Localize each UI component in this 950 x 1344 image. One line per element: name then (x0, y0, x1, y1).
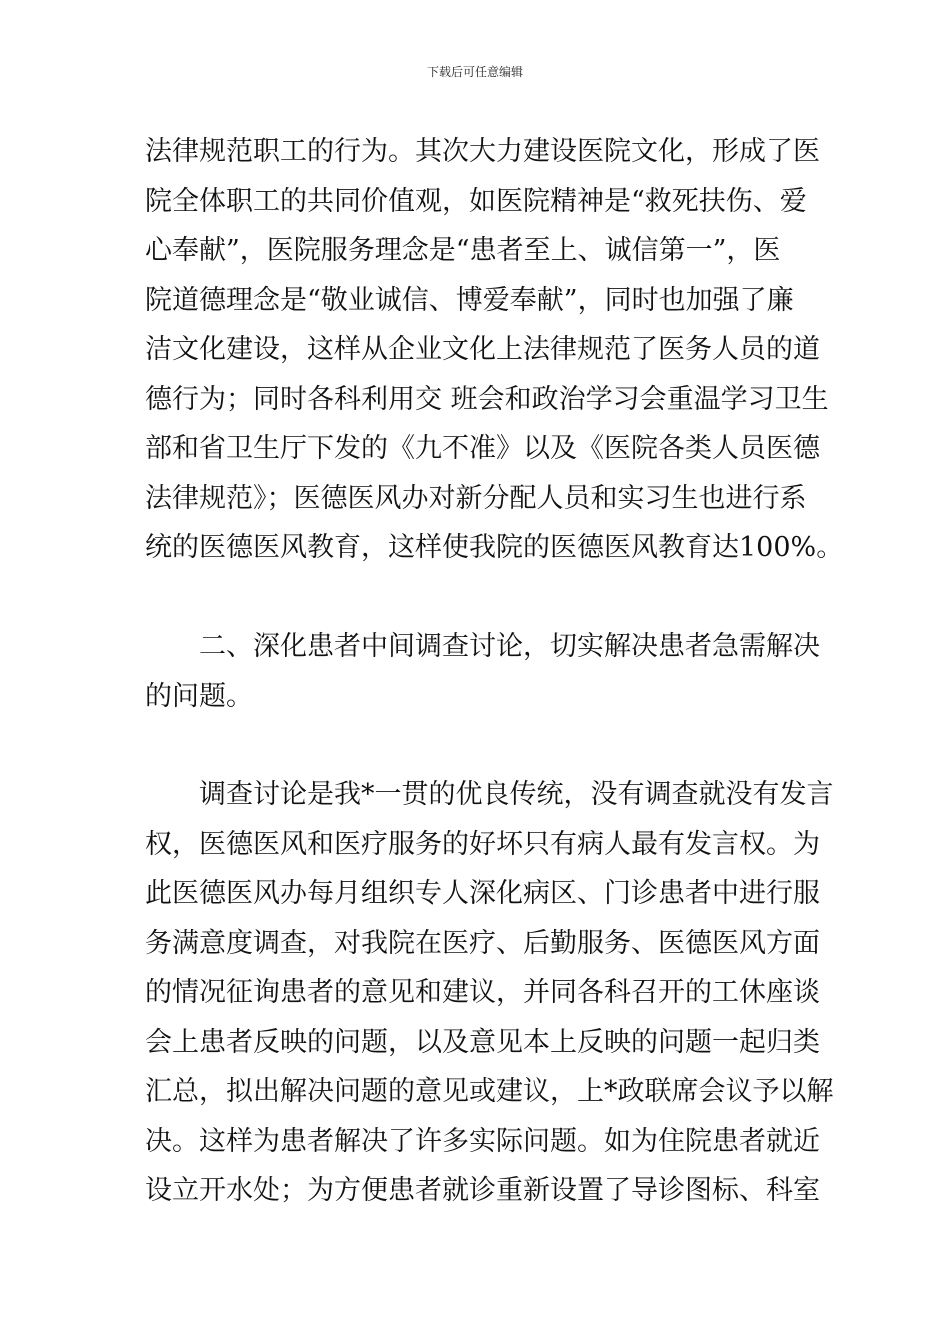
heading-line: 二、深化患者中间调查讨论，切实解决患者急需解决 (199, 631, 820, 662)
paragraph-3 (145, 770, 834, 1216)
text-line: 此医德医风办每月组织专人深化病区、门诊患者中进行服 (145, 878, 820, 909)
text-line: 调查讨论是我*一贯的优良传统，没有调查就没有发言 (199, 779, 834, 810)
text-line: 设立开水处；为方便患者就诊重新设置了导诊图标、科室 (145, 1175, 820, 1206)
text-line: 会上患者反映的问题，以及意见本上反映的问题一起归类 (145, 1026, 820, 1058)
text-line: 部和省卫生厅下发的《九不准》以及《医院各类人员医德 (145, 433, 820, 464)
text-line: 院全体职工的共同价值观，如医院精神是“救死扶伤、爱 (145, 185, 807, 217)
text-line: 院道德理念是“敬业诚信、博爱奉献”，同时也加强了廉 (145, 284, 794, 316)
text-line: 法律规范》；医德医风办对新分配人员和实习生也进行系 (145, 482, 807, 514)
text-line: 务满意度调查，对我院在医疗、后勤服务、医德医风方面 (145, 927, 820, 959)
page-header: 下载后可任意编辑 (426, 65, 523, 79)
text-line: 心奉献”，医院服务理念是“患者至上、诚信第一”，医 (145, 235, 781, 266)
section-heading-2 (145, 622, 820, 721)
text-line: 权，医德医风和医疗服务的好坏只有病人最有发言权。为 (145, 828, 820, 860)
paragraph-1 (145, 127, 844, 573)
heading-line: 的问题。 (145, 680, 253, 712)
text-line: 法律规范职工的行为。其次大力建设医院文化，形成了医 (145, 136, 820, 167)
text-line: 汇总，拟出解决问题的意见或建议，上*政联席会议予以解 (145, 1076, 834, 1107)
text-line: 德行为；同时各科利用交 班会和政治学习会重温学习卫生 (145, 383, 829, 415)
text-line: 的情况征询患者的意见和建议，并同各科召开的工休座谈 (145, 977, 820, 1008)
text-line: 决。这样为患者解决了许多实际问题。如为住院患者就近 (145, 1125, 820, 1157)
text-line: 统的医德医风教育，这样使我院的医德医风教育达100%。 (145, 532, 844, 563)
text-line: 洁文化建设，这样从企业文化上法律规范了医务人员的道 (145, 334, 820, 365)
